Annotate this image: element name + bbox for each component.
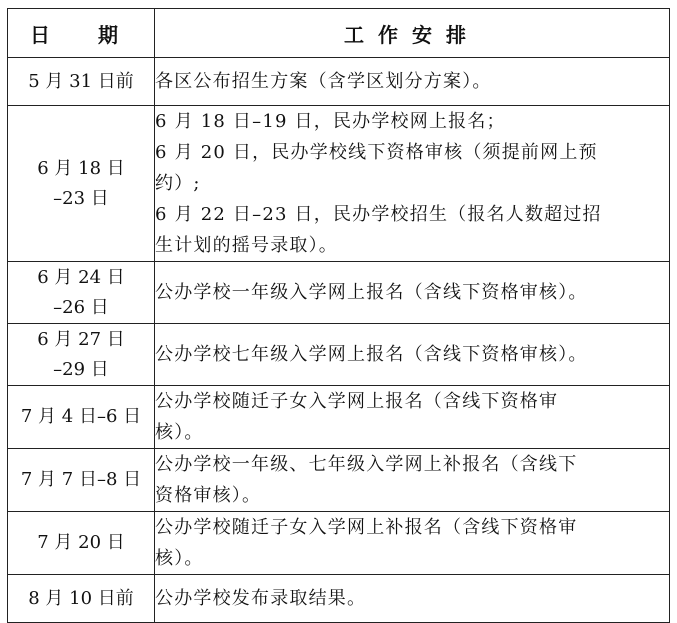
- work-text: 公办学校一年级、七年级入学网上补报名（含线下: [155, 454, 578, 475]
- work-cell: [155, 58, 670, 106]
- date-cell: [8, 386, 155, 449]
- work-cell: [155, 575, 670, 623]
- date-text: 7 月 4 日–6 日: [20, 406, 142, 427]
- work-cell: [155, 512, 670, 575]
- work-text: 资格审核）。: [155, 485, 262, 506]
- work-text: 公办学校随迁子女入学网上补报名（含线下资格审: [155, 517, 578, 538]
- date-cell: [8, 575, 155, 623]
- table-row: [8, 106, 670, 262]
- date-text: 6 月 27 日: [37, 328, 125, 350]
- work-text: 约）;: [155, 173, 201, 194]
- table-row: [8, 324, 670, 386]
- work-text: 核）。: [155, 422, 204, 443]
- date-text: 7 月 7 日–8 日: [20, 469, 142, 490]
- work-text: 公办学校一年级入学网上报名（含线下资格审核）。: [155, 282, 588, 303]
- date-cell: [8, 512, 155, 575]
- work-text: 核）。: [155, 548, 204, 569]
- work-text: 生计划的摇号录取）。: [155, 235, 338, 256]
- date-text: 5 月 31 日前: [28, 70, 134, 92]
- date-text: 8 月 10 日前: [28, 587, 134, 609]
- date-text: –26 日: [53, 296, 109, 318]
- table-row: [8, 386, 670, 449]
- date-text: 6 月 24 日: [37, 266, 125, 288]
- table-row: [8, 575, 670, 623]
- table-row: [8, 512, 670, 575]
- schedule-table-wrapper: [7, 8, 670, 623]
- work-cell: [155, 106, 670, 262]
- date-cell: [8, 106, 155, 262]
- table-row: [8, 262, 670, 324]
- date-cell: [8, 449, 155, 512]
- work-text: 6 月 22 日–23 日，民办学校招生（报名人数超过招: [155, 204, 602, 225]
- header-row: [8, 9, 670, 58]
- work-text: 公办学校七年级入学网上报名（含线下资格审核）。: [155, 344, 588, 365]
- date-text: –23 日: [53, 187, 109, 209]
- work-cell: [155, 262, 670, 324]
- date-cell: [8, 58, 155, 106]
- work-text: 6 月 18 日–19 日，民办学校网上报名；: [155, 111, 506, 132]
- work-cell: [155, 386, 670, 449]
- date-text: 7 月 20 日: [37, 532, 125, 553]
- work-text: 各区公布招生方案（含学区划分方案）。: [155, 71, 492, 92]
- table-row: [8, 449, 670, 512]
- date-text: –29 日: [53, 358, 109, 380]
- date-text: 6 月 18 日: [37, 157, 125, 179]
- work-cell: [155, 324, 670, 386]
- work-text: 公办学校随迁子女入学网上报名（含线下资格审: [155, 391, 559, 412]
- schedule-table: [7, 8, 670, 623]
- work-text: 公办学校发布录取结果。: [155, 588, 367, 609]
- work-text: 6 月 20 日，民办学校线下资格审核（须提前网上预: [155, 142, 598, 163]
- work-cell: [155, 449, 670, 512]
- work-column-header: 工作安排: [155, 9, 670, 58]
- table-row: [8, 58, 670, 106]
- date-cell: [8, 262, 155, 324]
- date-column-header: 日 期: [8, 9, 155, 58]
- date-cell: [8, 324, 155, 386]
